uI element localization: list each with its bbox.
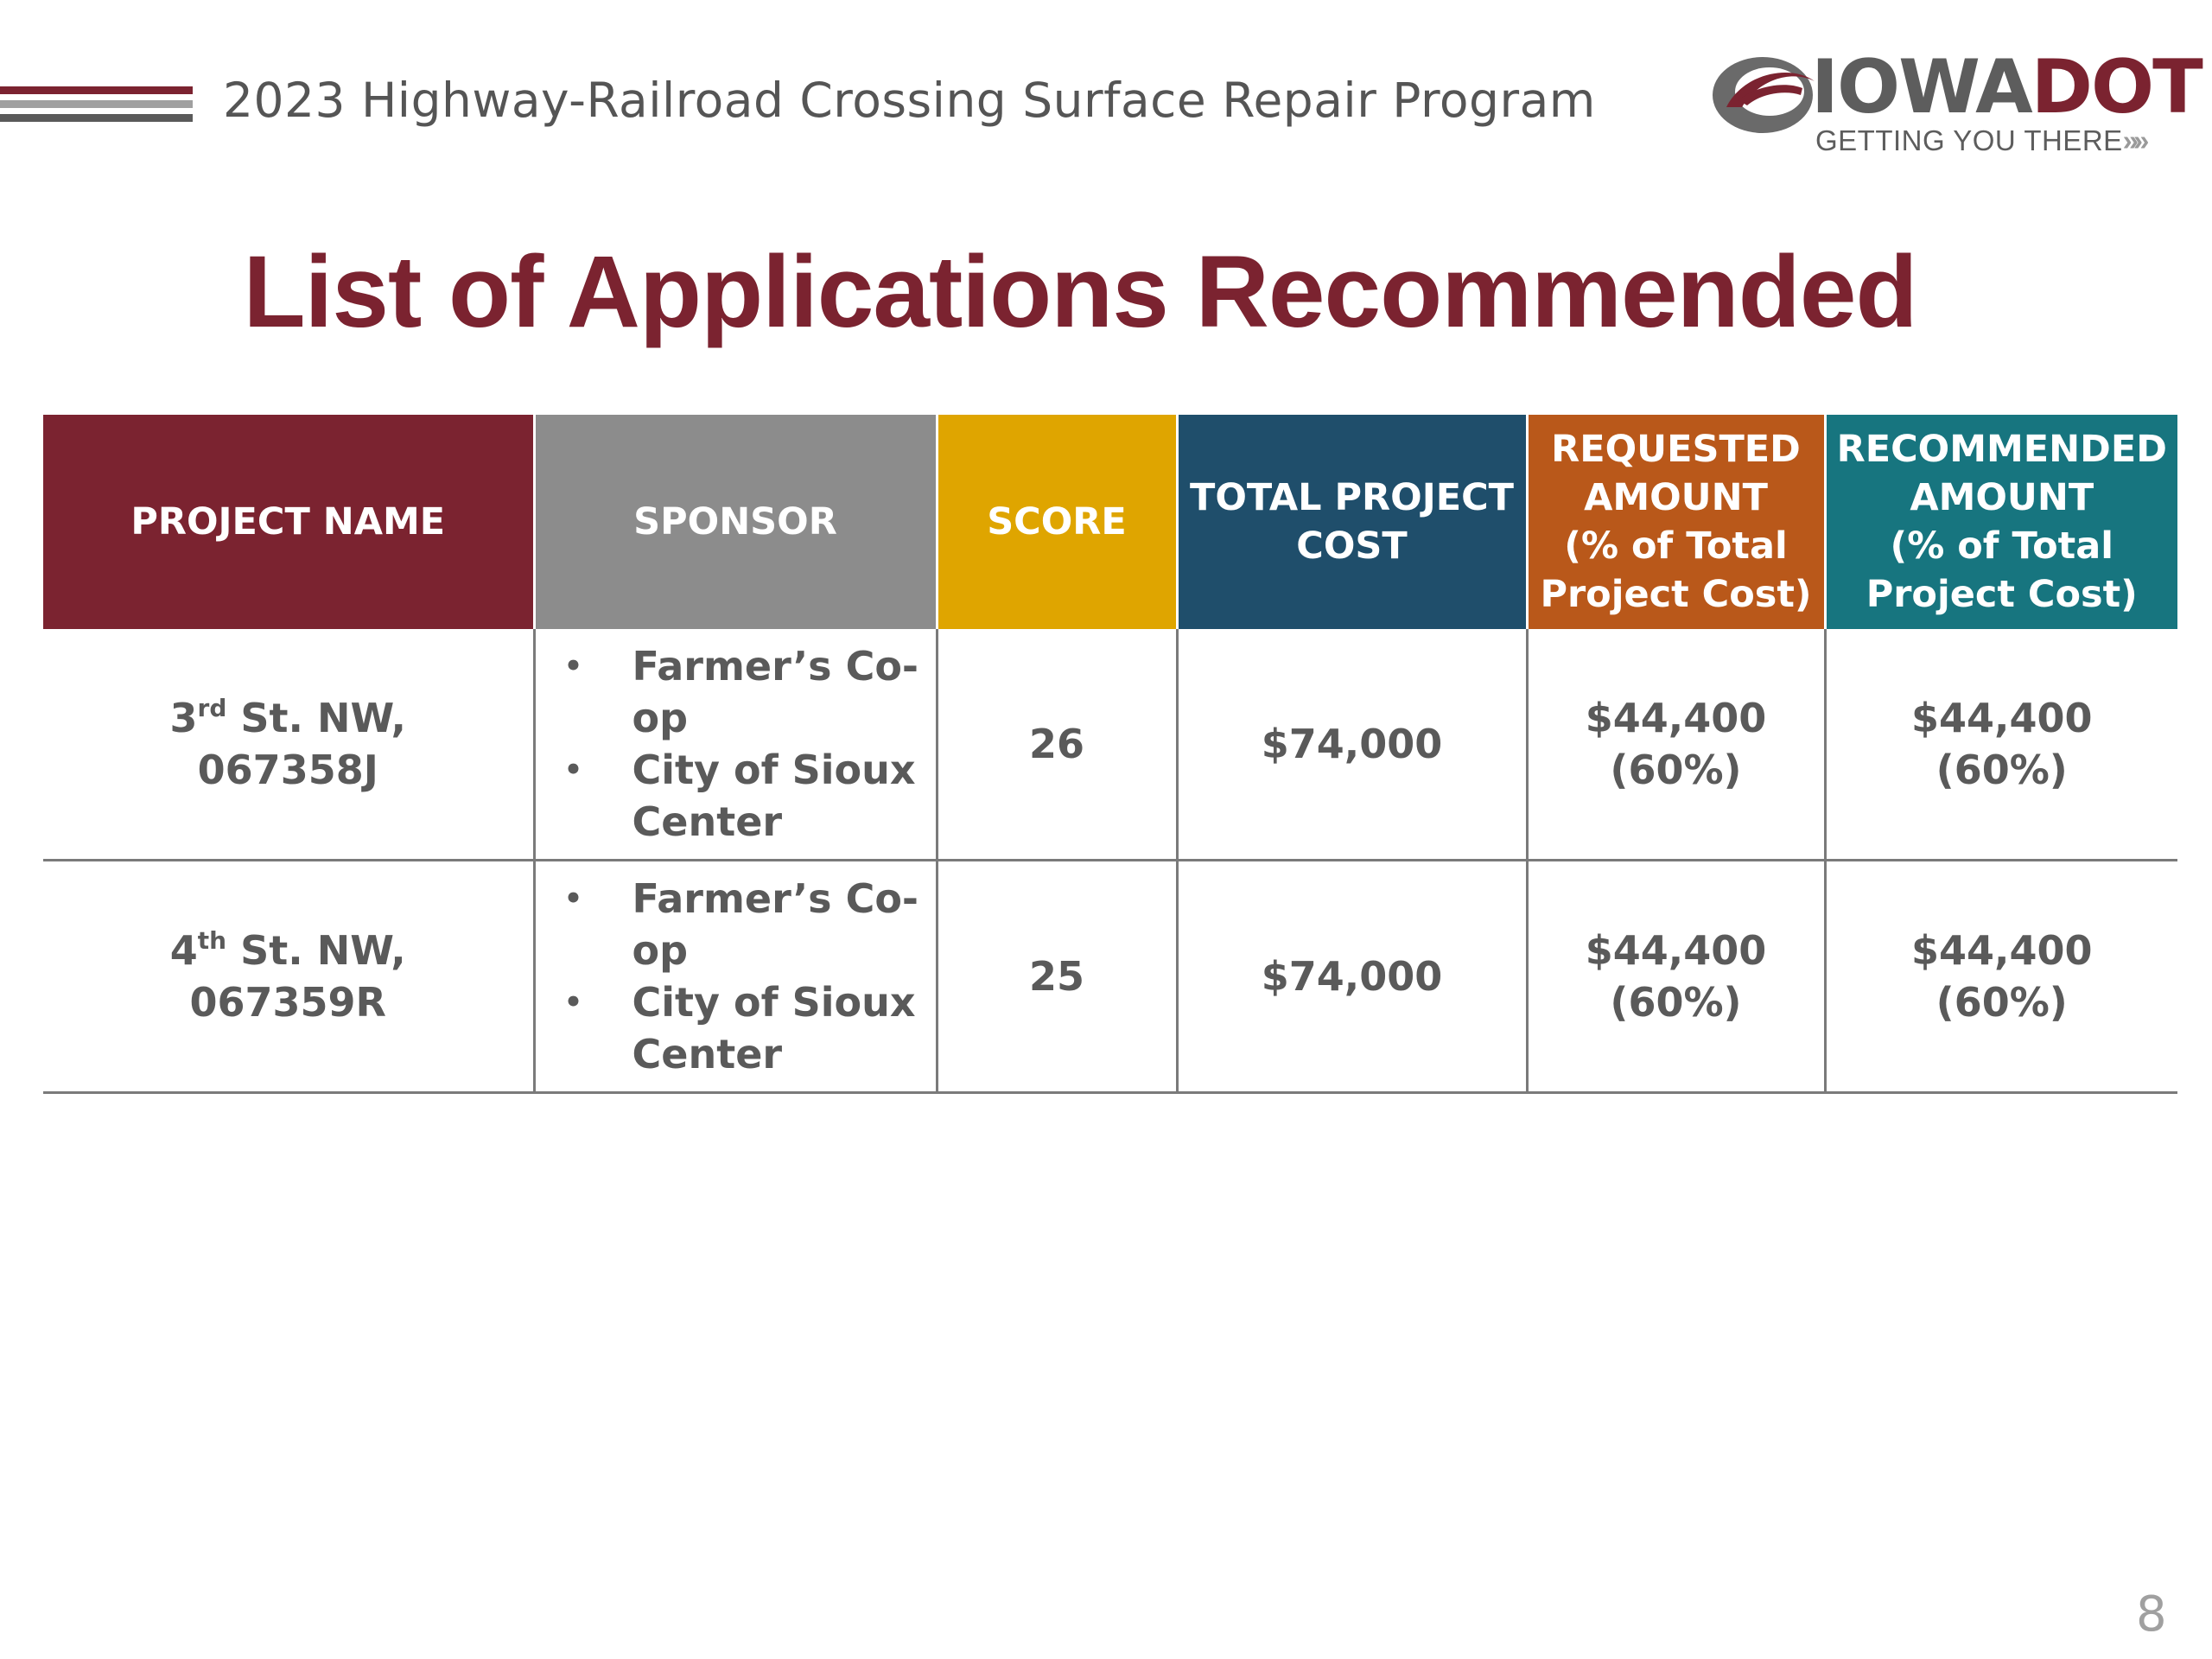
table-row <box>43 861 2177 1093</box>
cell-project-name <box>43 629 534 861</box>
header-stripe-dark-gray <box>0 114 193 122</box>
requested-amount-percent: (60%) <box>1610 979 1742 1026</box>
cell-recommended-amount <box>1825 629 2177 861</box>
project-crossing-id: 067359R <box>189 979 386 1026</box>
header-stripes <box>0 86 193 128</box>
header-project-name: PROJECT NAME <box>43 415 534 629</box>
requested-amount-percent: (60%) <box>1610 747 1742 793</box>
header-stripe-gray <box>0 100 193 108</box>
sponsor-item <box>556 976 927 1080</box>
cell-requested-amount <box>1527 629 1825 861</box>
cell-sponsor <box>534 629 937 861</box>
cell-total-project-cost: $74,000 <box>1177 861 1527 1093</box>
project-street-number: 3 <box>169 695 198 741</box>
project-street-number: 4 <box>169 927 198 974</box>
recommended-amount-value: $44,400 <box>1910 695 2093 741</box>
recommended-amount-percent: (60%) <box>1936 747 2068 793</box>
sponsor-name: City of Sioux Center <box>632 747 916 845</box>
bullet-icon: • <box>563 649 583 683</box>
chevrons-right-icon: »» <box>2122 124 2145 156</box>
logo-tagline <box>1815 124 2144 157</box>
header-recommended-line1: RECOMMENDED AMOUNT <box>1836 428 2167 519</box>
project-name-line1 <box>50 692 526 744</box>
header-requested-line2: (% of Total Project Cost) <box>1540 524 1812 616</box>
bullet-icon: • <box>563 753 583 787</box>
header-recommended-line2: (% of Total Project Cost) <box>1866 524 2138 616</box>
project-street-ordinal: rd <box>197 694 227 722</box>
iowa-dot-logo <box>1709 44 2202 159</box>
header-requested-amount <box>1527 415 1825 629</box>
logo-word-dot: DOT <box>2031 44 2202 130</box>
sponsor-item <box>556 873 927 976</box>
project-street-rest: St. NW, <box>226 927 406 974</box>
sponsor-name: City of Sioux Center <box>632 979 916 1077</box>
sponsor-item <box>556 744 927 848</box>
logo-tagline-text: GETTING YOU THERE <box>1815 124 2123 156</box>
header-total-project-cost: TOTAL PROJECT COST <box>1177 415 1527 629</box>
project-street-ordinal: th <box>197 926 227 955</box>
bullet-icon: • <box>563 985 583 1020</box>
applications-table <box>43 415 2177 1094</box>
project-name-line1 <box>50 925 526 976</box>
recommended-amount-percent: (60%) <box>1936 979 2068 1026</box>
requested-amount-value: $44,400 <box>1585 927 1767 974</box>
header-sponsor: SPONSOR <box>534 415 937 629</box>
project-crossing-id: 067358J <box>197 747 378 793</box>
sponsor-name: Farmer’s Co-op <box>632 643 919 741</box>
bullet-icon: • <box>563 881 583 916</box>
sponsor-item <box>556 640 927 744</box>
table-row <box>43 629 2177 861</box>
sponsor-list <box>556 873 927 1080</box>
cell-project-name <box>43 861 534 1093</box>
program-title: 2023 Highway-Railroad Crossing Surface Repair Program <box>223 73 1596 128</box>
cell-total-project-cost: $74,000 <box>1177 629 1527 861</box>
logo-wordmark <box>1811 44 2202 130</box>
slide-page-number: 8 <box>2136 1586 2167 1643</box>
sponsor-name: Farmer’s Co-op <box>632 875 919 974</box>
sponsor-list <box>556 640 927 848</box>
logo-word-iowa: IOWA <box>1811 44 2031 130</box>
table-header-row <box>43 415 2177 629</box>
cell-requested-amount <box>1527 861 1825 1093</box>
page-title: List of Applications Recommended <box>243 235 1917 349</box>
header-stripe-maroon <box>0 86 193 94</box>
cell-recommended-amount <box>1825 861 2177 1093</box>
cell-sponsor <box>534 861 937 1093</box>
header-score: SCORE <box>937 415 1177 629</box>
requested-amount-value: $44,400 <box>1585 695 1767 741</box>
recommended-amount-value: $44,400 <box>1910 927 2093 974</box>
cell-score: 25 <box>937 861 1177 1093</box>
header-requested-line1: REQUESTED AMOUNT <box>1551 428 1801 519</box>
cell-score: 26 <box>937 629 1177 861</box>
header-recommended-amount <box>1825 415 2177 629</box>
iowa-dot-swoosh-icon <box>1709 47 1821 142</box>
project-street-rest: St. NW, <box>226 695 406 741</box>
